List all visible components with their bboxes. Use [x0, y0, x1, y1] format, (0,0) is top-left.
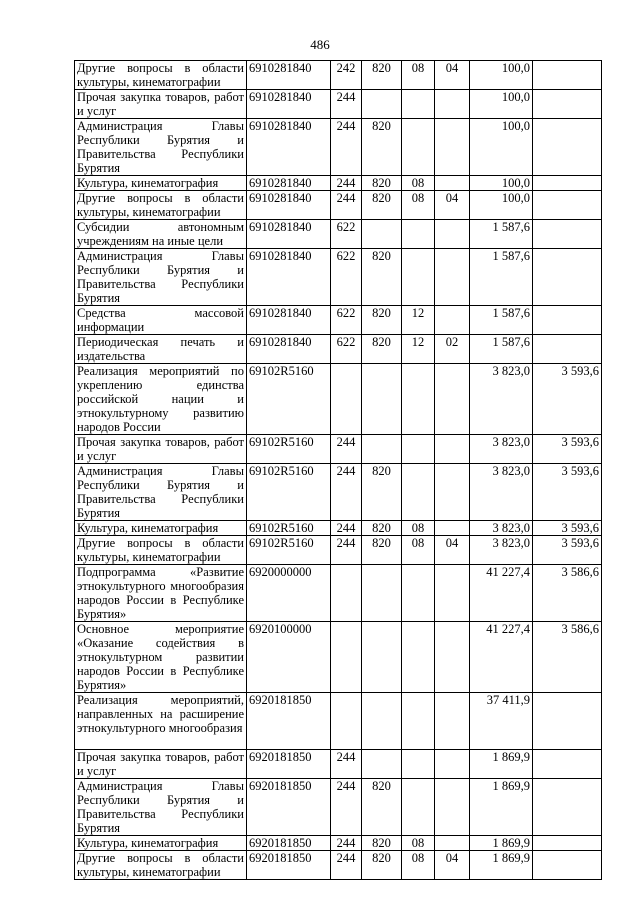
- row-vr: 244: [331, 750, 362, 779]
- row-sum-2: [533, 249, 602, 306]
- row-sum-1: 1 869,9: [470, 836, 533, 851]
- row-grbs: 820: [362, 119, 402, 176]
- row-name: Другие вопросы в области культуры, кинематографии: [75, 61, 247, 90]
- row-sum-2: 3 593,6: [533, 521, 602, 536]
- row-grbs: [362, 622, 402, 693]
- row-pr: [435, 306, 470, 335]
- row-code: 6920181850: [247, 851, 331, 880]
- row-rz: [402, 750, 435, 779]
- row-rz: 12: [402, 335, 435, 364]
- row-sum-1: 37 411,9: [470, 693, 533, 750]
- page-number: 486: [310, 37, 330, 52]
- row-code: 6910281840: [247, 249, 331, 306]
- row-rz: [402, 622, 435, 693]
- row-rz: 08: [402, 851, 435, 880]
- row-rz: 08: [402, 521, 435, 536]
- budget-table: [74, 60, 602, 880]
- row-code: 69102R5160: [247, 536, 331, 565]
- row-sum-1: 41 227,4: [470, 565, 533, 622]
- row-pr: [435, 622, 470, 693]
- row-grbs: 820: [362, 851, 402, 880]
- row-name: Подпрограмма «Развитие этнокультурного многообразия народов России в Республике Бурятия»: [75, 565, 247, 622]
- row-sum-2: 3 586,6: [533, 565, 602, 622]
- row-pr: 04: [435, 536, 470, 565]
- row-grbs: 820: [362, 779, 402, 836]
- row-pr: [435, 693, 470, 750]
- row-name: Периодическая печать и издательства: [75, 335, 247, 364]
- row-code: 6910281840: [247, 306, 331, 335]
- row-sum-2: [533, 335, 602, 364]
- row-code: 69102R5160: [247, 464, 331, 521]
- row-name: Средства массовой информации: [75, 306, 247, 335]
- row-rz: [402, 364, 435, 435]
- row-sum-1: 1 587,6: [470, 220, 533, 249]
- row-rz: [402, 464, 435, 521]
- row-grbs: [362, 750, 402, 779]
- row-sum-1: 100,0: [470, 191, 533, 220]
- row-code: 6920181850: [247, 836, 331, 851]
- row-name: Культура, кинематография: [75, 176, 247, 191]
- row-sum-1: 3 823,0: [470, 521, 533, 536]
- row-name: Культура, кинематография: [75, 836, 247, 851]
- row-code: 6910281840: [247, 176, 331, 191]
- table-row: [75, 249, 602, 306]
- row-vr: 242: [331, 61, 362, 90]
- table-row: [75, 220, 602, 249]
- row-name: Субсидии автономным учреждениям на иные цели: [75, 220, 247, 249]
- table-row: [75, 119, 602, 176]
- row-vr: 244: [331, 90, 362, 119]
- row-vr: 244: [331, 191, 362, 220]
- table-row: [75, 176, 602, 191]
- row-grbs: 820: [362, 464, 402, 521]
- row-name: Основное мероприятие «Оказание содействия в этнокультурном развитии народов России в Республике Бурятия»: [75, 622, 247, 693]
- row-grbs: [362, 565, 402, 622]
- row-grbs: 820: [362, 836, 402, 851]
- table-row: [75, 435, 602, 464]
- row-grbs: 820: [362, 61, 402, 90]
- row-vr: 244: [331, 851, 362, 880]
- row-name: Прочая закупка товаров, работ и услуг: [75, 435, 247, 464]
- row-sum-2: [533, 220, 602, 249]
- row-sum-1: 1 869,9: [470, 750, 533, 779]
- table-row: [75, 90, 602, 119]
- row-code: 6920181850: [247, 750, 331, 779]
- row-name: Другие вопросы в области культуры, кинематографии: [75, 191, 247, 220]
- row-name: Прочая закупка товаров, работ и услуг: [75, 90, 247, 119]
- row-pr: [435, 565, 470, 622]
- table-row: [75, 851, 602, 880]
- table-row: [75, 464, 602, 521]
- row-vr: [331, 565, 362, 622]
- row-code: 69102R5160: [247, 364, 331, 435]
- row-name: Администрация Главы Республики Бурятия и Правительства Республики Бурятия: [75, 464, 247, 521]
- row-grbs: [362, 693, 402, 750]
- row-vr: 244: [331, 536, 362, 565]
- row-sum-2: [533, 191, 602, 220]
- row-grbs: 820: [362, 191, 402, 220]
- row-sum-2: [533, 779, 602, 836]
- row-vr: 244: [331, 119, 362, 176]
- row-rz: 08: [402, 536, 435, 565]
- row-rz: [402, 565, 435, 622]
- row-sum-2: 3 593,6: [533, 464, 602, 521]
- row-rz: 08: [402, 176, 435, 191]
- row-sum-2: [533, 61, 602, 90]
- row-name: Культура, кинематография: [75, 521, 247, 536]
- row-pr: [435, 176, 470, 191]
- row-rz: 12: [402, 306, 435, 335]
- row-name: Реализация мероприятий, направленных на расширение этнокультурного многообразия: [75, 693, 247, 750]
- row-pr: [435, 521, 470, 536]
- row-sum-1: 100,0: [470, 119, 533, 176]
- row-sum-2: 3 593,6: [533, 435, 602, 464]
- row-vr: 622: [331, 249, 362, 306]
- row-sum-1: 3 823,0: [470, 364, 533, 435]
- row-code: 69102R5160: [247, 521, 331, 536]
- row-sum-1: 1 869,9: [470, 779, 533, 836]
- row-pr: [435, 249, 470, 306]
- table-row: [75, 836, 602, 851]
- table-row: [75, 306, 602, 335]
- row-name: Администрация Главы Республики Бурятия и Правительства Республики Бурятия: [75, 249, 247, 306]
- row-sum-1: 3 823,0: [470, 536, 533, 565]
- row-pr: [435, 119, 470, 176]
- row-rz: 08: [402, 61, 435, 90]
- table-row: [75, 364, 602, 435]
- row-vr: 244: [331, 836, 362, 851]
- row-name: Администрация Главы Республики Бурятия и Правительства Республики Бурятия: [75, 119, 247, 176]
- row-sum-1: 1 869,9: [470, 851, 533, 880]
- row-sum-2: [533, 306, 602, 335]
- row-rz: [402, 119, 435, 176]
- row-grbs: 820: [362, 335, 402, 364]
- row-pr: [435, 750, 470, 779]
- row-sum-1: 100,0: [470, 176, 533, 191]
- table-row: [75, 335, 602, 364]
- row-sum-1: 100,0: [470, 90, 533, 119]
- row-sum-2: 3 586,6: [533, 622, 602, 693]
- row-code: 6910281840: [247, 220, 331, 249]
- row-rz: [402, 90, 435, 119]
- table-row: [75, 61, 602, 90]
- row-name: Другие вопросы в области культуры, кинематографии: [75, 851, 247, 880]
- row-grbs: 820: [362, 306, 402, 335]
- row-rz: [402, 779, 435, 836]
- row-grbs: 820: [362, 521, 402, 536]
- row-sum-2: 3 593,6: [533, 536, 602, 565]
- row-grbs: [362, 364, 402, 435]
- row-rz: [402, 693, 435, 750]
- row-sum-2: [533, 119, 602, 176]
- row-code: 6910281840: [247, 335, 331, 364]
- table-row: [75, 565, 602, 622]
- row-vr: [331, 622, 362, 693]
- row-rz: [402, 249, 435, 306]
- row-vr: [331, 364, 362, 435]
- row-sum-1: 1 587,6: [470, 335, 533, 364]
- row-code: 6910281840: [247, 119, 331, 176]
- table-row: [75, 693, 602, 750]
- row-grbs: [362, 220, 402, 249]
- row-grbs: [362, 90, 402, 119]
- table-row: [75, 521, 602, 536]
- row-grbs: 820: [362, 249, 402, 306]
- row-sum-2: [533, 176, 602, 191]
- row-code: 6920181850: [247, 779, 331, 836]
- row-rz: 08: [402, 836, 435, 851]
- row-pr: 04: [435, 61, 470, 90]
- row-rz: 08: [402, 191, 435, 220]
- row-pr: 04: [435, 191, 470, 220]
- row-pr: 04: [435, 851, 470, 880]
- row-vr: 622: [331, 306, 362, 335]
- row-vr: 244: [331, 779, 362, 836]
- row-vr: 622: [331, 220, 362, 249]
- table-row: [75, 750, 602, 779]
- row-code: 6910281840: [247, 90, 331, 119]
- row-grbs: 820: [362, 176, 402, 191]
- row-code: 6920181850: [247, 693, 331, 750]
- row-name: Реализация мероприятий по укреплению единства российской нации и этнокультурному развитию народов России: [75, 364, 247, 435]
- row-code: 6920000000: [247, 565, 331, 622]
- row-pr: [435, 464, 470, 521]
- row-pr: [435, 364, 470, 435]
- row-rz: [402, 435, 435, 464]
- row-sum-2: [533, 750, 602, 779]
- row-vr: 622: [331, 335, 362, 364]
- row-sum-2: 3 593,6: [533, 364, 602, 435]
- row-sum-1: 3 823,0: [470, 435, 533, 464]
- row-name: Другие вопросы в области культуры, кинематографии: [75, 536, 247, 565]
- row-pr: [435, 779, 470, 836]
- row-sum-1: 100,0: [470, 61, 533, 90]
- row-sum-2: [533, 851, 602, 880]
- row-pr: [435, 220, 470, 249]
- row-rz: [402, 220, 435, 249]
- row-sum-1: 1 587,6: [470, 249, 533, 306]
- row-sum-2: [533, 836, 602, 851]
- table-row: [75, 536, 602, 565]
- budget-table-body: [75, 61, 602, 880]
- row-sum-2: [533, 90, 602, 119]
- row-vr: 244: [331, 464, 362, 521]
- row-vr: [331, 693, 362, 750]
- row-pr: [435, 836, 470, 851]
- row-sum-2: [533, 693, 602, 750]
- row-pr: 02: [435, 335, 470, 364]
- row-sum-1: 3 823,0: [470, 464, 533, 521]
- row-vr: 244: [331, 176, 362, 191]
- row-name: Прочая закупка товаров, работ и услуг: [75, 750, 247, 779]
- table-row: [75, 622, 602, 693]
- row-grbs: 820: [362, 536, 402, 565]
- row-pr: [435, 435, 470, 464]
- table-row: [75, 191, 602, 220]
- row-code: 6920100000: [247, 622, 331, 693]
- row-pr: [435, 90, 470, 119]
- row-name: Администрация Главы Республики Бурятия и Правительства Республики Бурятия: [75, 779, 247, 836]
- row-grbs: [362, 435, 402, 464]
- table-row: [75, 779, 602, 836]
- row-sum-1: 1 587,6: [470, 306, 533, 335]
- row-code: 6910281840: [247, 191, 331, 220]
- row-code: 69102R5160: [247, 435, 331, 464]
- row-sum-1: 41 227,4: [470, 622, 533, 693]
- row-code: 6910281840: [247, 61, 331, 90]
- row-vr: 244: [331, 435, 362, 464]
- row-vr: 244: [331, 521, 362, 536]
